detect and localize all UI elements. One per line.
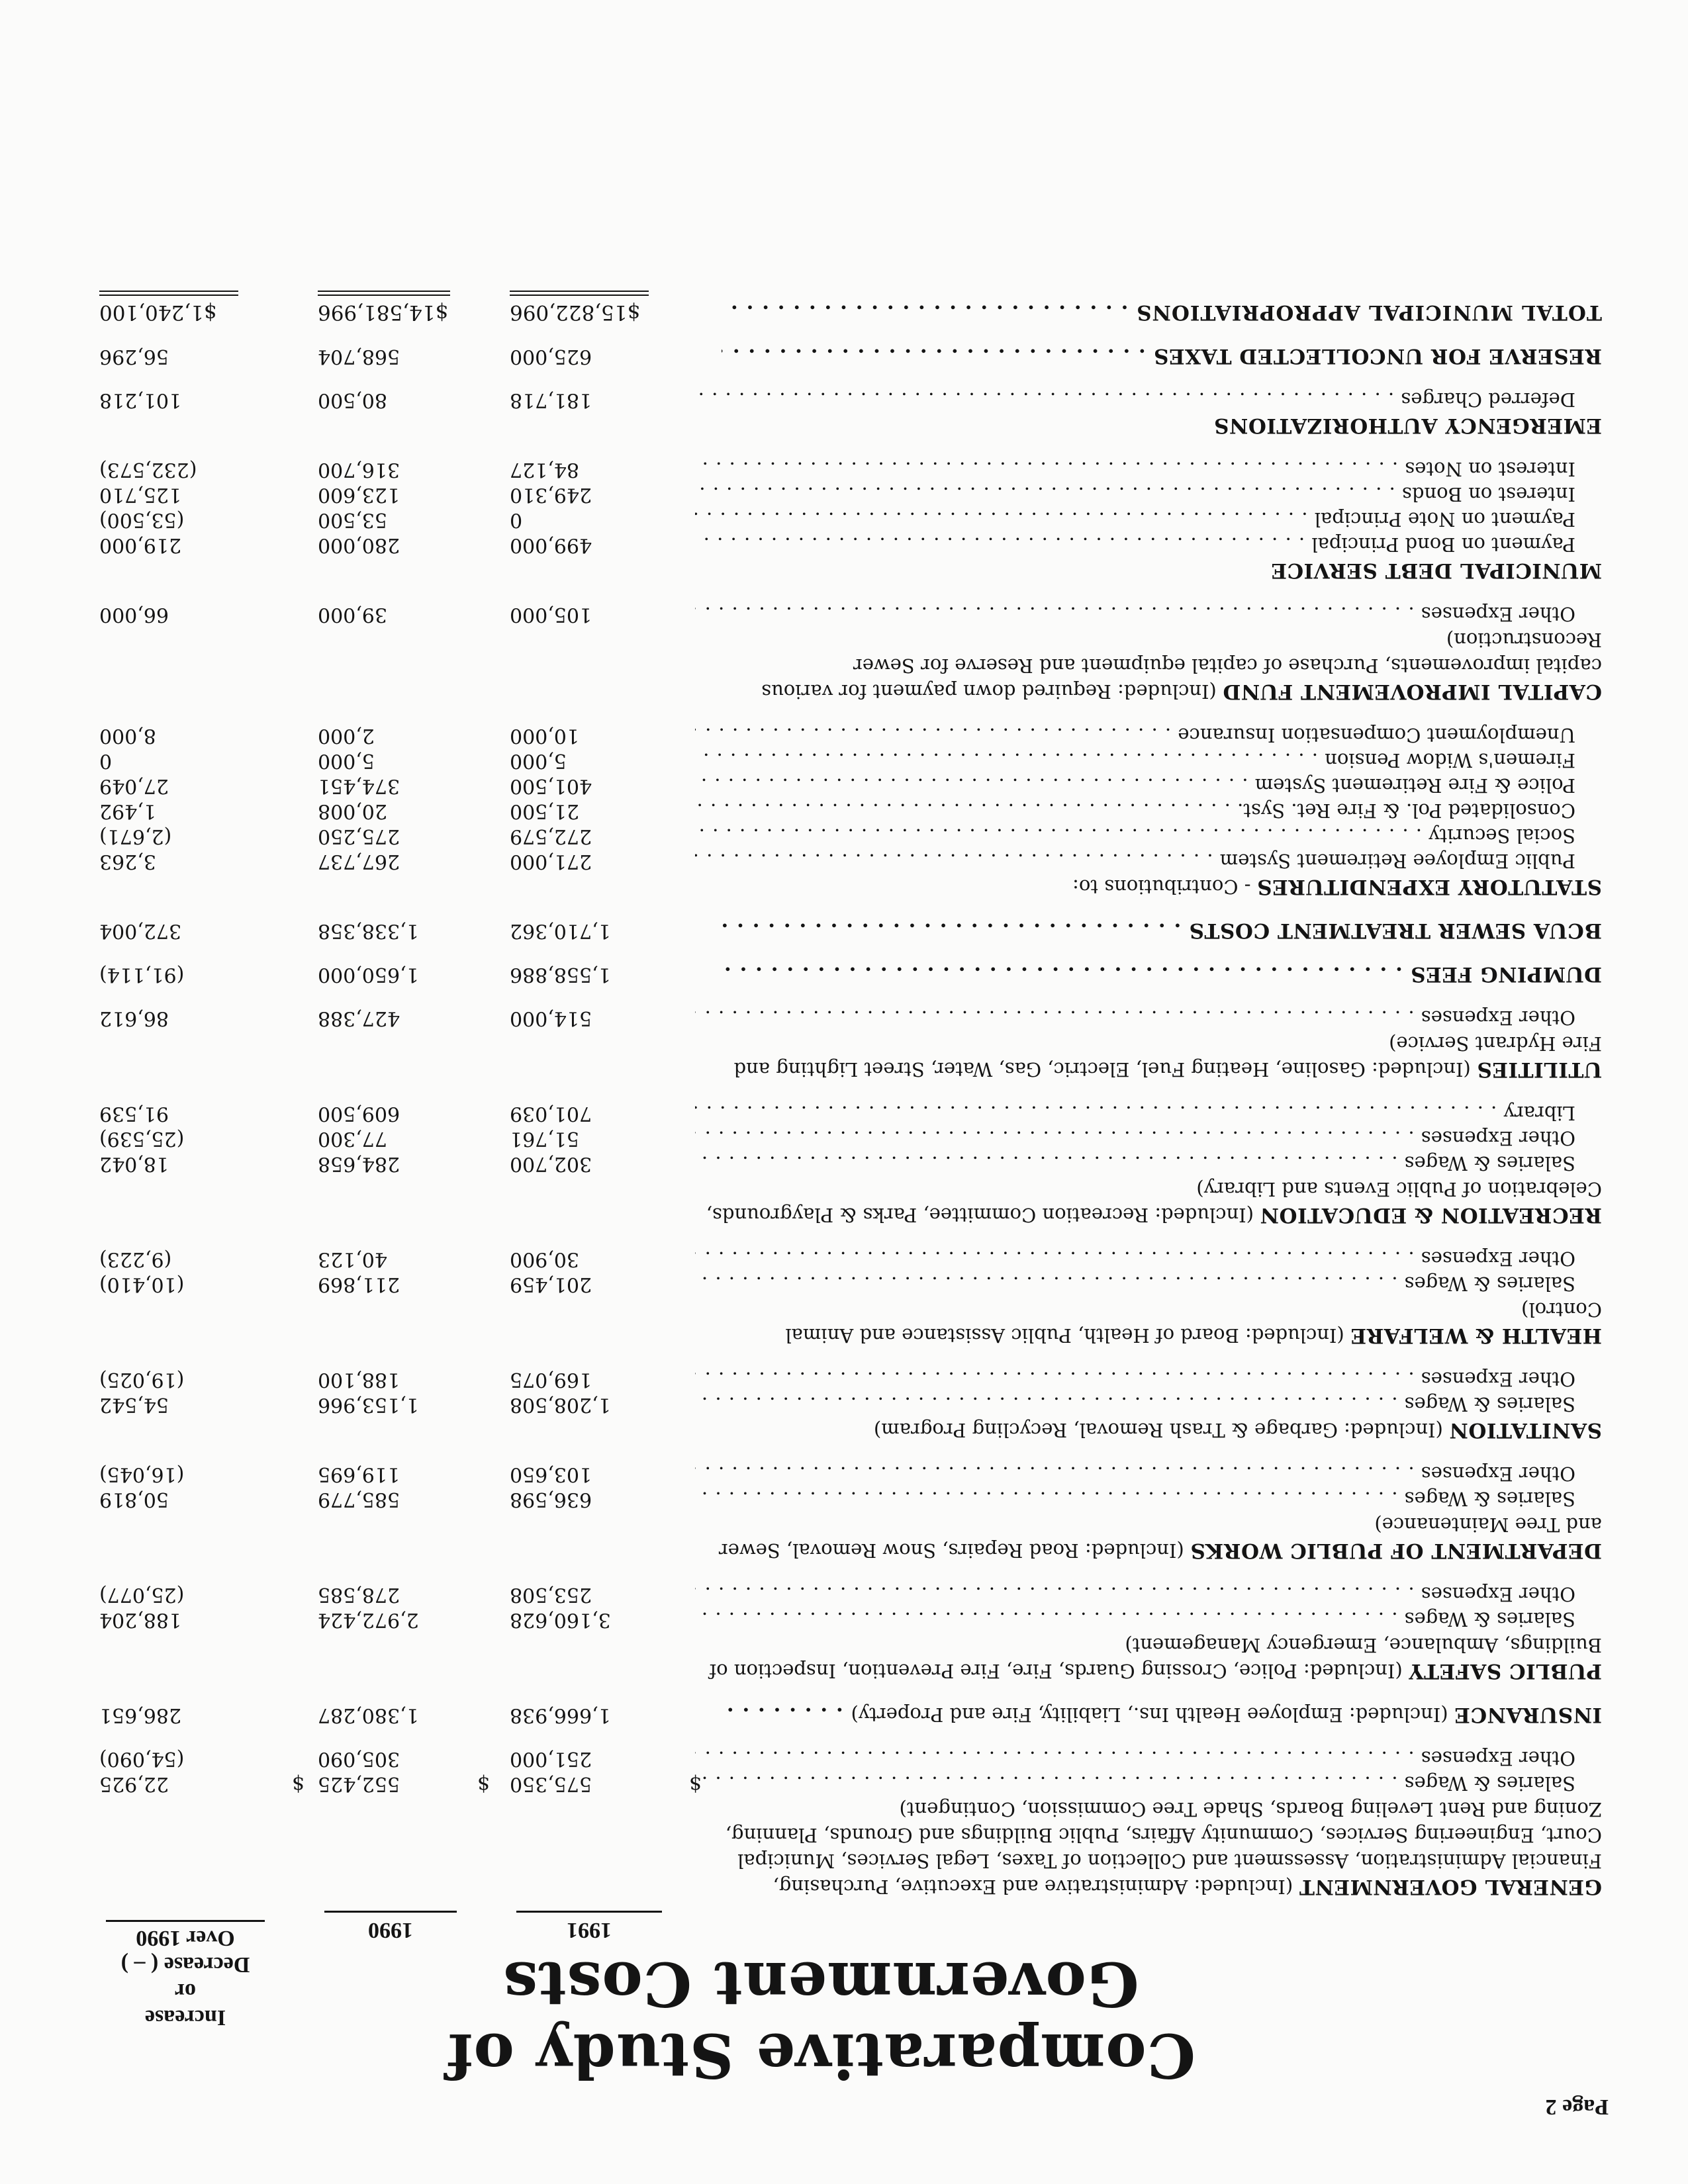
section-heading [702,627,1602,704]
value-1991: 84,127 [510,458,579,481]
section-title: INSURANCE [1454,1703,1602,1727]
value-change: (9,223) [99,1248,172,1271]
table-row [79,1746,1602,1771]
value-1990: 39,000 [318,603,387,626]
line-item-label: Salaries & Wages . . . [695,1151,1575,1176]
value-change: 50,819 [99,1488,169,1511]
line-item-label: Police & Fire Retirement System . . . [695,773,1575,798]
table-row [79,1392,1602,1417]
line-item-label: Salaries & Wages . . . [695,1607,1575,1632]
total-1991: $15,822,096 [510,300,641,324]
section-general-government [79,1746,1602,1899]
value-1990: 188,100 [318,1368,400,1391]
currency-symbol: $ [291,1772,305,1796]
table-row [79,773,1602,798]
value-change: (2,671) [99,825,172,848]
table-row [79,723,1602,748]
value-1991: 636,598 [510,1488,592,1511]
value-1990: 1,380,287 [318,1704,419,1727]
value-change: 286,651 [99,1704,182,1727]
value-1990: 40,123 [318,1248,387,1271]
value-1990: 374,451 [318,774,400,797]
section-description: (Included: Police, Crossing Guards, Fire, Fire Prevention, Inspection of Buildings, Ambulance, Emergency Management) [709,1634,1602,1682]
section-department-of-public-works [79,1461,1602,1563]
section-heading [702,1417,1602,1443]
value-change: (91,114) [99,963,185,986]
value-1991: 30,900 [510,1248,579,1271]
table-row [79,1486,1602,1512]
value-1991: 575,350 [510,1772,592,1796]
value-1991: 1,558,886 [510,963,611,986]
value-1990: 1,153,966 [318,1393,419,1416]
section-dumping-fees [79,962,1602,987]
section-heading [702,1796,1602,1899]
change-header-line-2: or [174,1979,197,2003]
section-title: GENERAL GOVERNMENT [1299,1875,1602,1899]
value-change: 22,925 [99,1772,169,1796]
change-header-line-4: Over 1990 [136,1926,235,1950]
line-item-label: Deferred Charges . . . [695,387,1575,412]
table-row [79,482,1602,507]
value-1991: 514,000 [510,1007,592,1030]
line-item-label: Payment on Note Principal . . . [695,507,1575,532]
value-1990: 278,585 [318,1583,400,1606]
value-change: 372,004 [99,919,182,942]
line-item-label: Firemen's Widow Pension . . . [695,748,1575,773]
section-heading [702,874,1602,899]
value-1990: 316,700 [318,458,400,481]
value-1991: 249,310 [510,483,592,506]
line-item-label: Interest on Bonds . . . [695,482,1575,507]
table-row [79,848,1602,874]
table-row [79,387,1602,412]
section-statutory-expenditures [79,723,1602,899]
section-heading [702,557,1602,583]
value-change: 1,492 [99,799,156,823]
value-1991: 499,000 [510,533,592,557]
section-description: (Included: Gasoline, Heating Fuel, Electric, Gas, Water, Street Lighting and Fire Hydrant Service) [733,1032,1602,1081]
table-row [79,1005,1602,1030]
line-item-label: Other Expenses . . . [695,1005,1575,1030]
line-item-label: Other Expenses . . . [695,1461,1575,1486]
section-public-safety [79,1582,1602,1684]
value-1990: 119,695 [318,1463,400,1486]
header-rule [516,1911,662,1913]
value-1991: 201,459 [510,1273,592,1296]
value-1990: 80,500 [318,388,387,412]
section-municipal-debt-service [79,457,1602,583]
section-heading [702,412,1602,438]
section-title: RECREATION & EDUCATION [1260,1203,1602,1227]
section-description: (Included: Garbage & Trash Removal, Recycling Program) [873,1419,1450,1441]
value-1990: 1,650,000 [318,963,419,986]
value-1991: 1,710,362 [510,919,611,942]
table-row [79,343,1602,369]
value-change: 188,204 [99,1608,182,1631]
section-description: (Included: Administrative and Executive, Purchasing, Financial Administration, Assessment and Collection of Taxes, Legal Services, Municipal Court, Engineering Services, Community Affairs, Public Buildings and Grounds, Planning, Zoning and Rent Leveling Boards, Shade Tree Commission, Contingent) [725,1798,1602,1898]
section-description: (Included: Road Repairs, Snow Removal, Sewer and Tree Maintenance) [718,1514,1602,1562]
section-title: MUNICIPAL DEBT SERVICE [1270,559,1602,582]
value-change: (53,500) [99,508,185,531]
section-title: BCUA SEWER TREATMENT COSTS [1189,919,1602,942]
table-row [79,1771,1602,1796]
value-1990: 609,500 [318,1102,400,1125]
value-1990: 275,250 [318,825,400,848]
value-1990: 77,300 [318,1127,387,1150]
section-description: (Included: Required down payment for various capital improvements, Purchase of capital equipment and Reserve for Sewer Reconstruction) [761,629,1602,703]
value-1991: 302,700 [510,1152,592,1175]
table-row [79,823,1602,848]
section-title: RESERVE FOR UNCOLLECTED TAXES [1153,344,1602,368]
section-title: PUBLIC SAFETY [1408,1659,1602,1683]
value-1990: 305,090 [318,1747,400,1770]
value-change: 86,612 [99,1007,169,1030]
total-change: $1,240,100 [99,300,217,324]
value-1991: 1,666,938 [510,1704,611,1727]
currency-symbol: $ [688,1772,702,1796]
table-row [79,962,1602,987]
value-change: 56,296 [99,345,169,368]
value-1990: 5,000 [318,749,375,772]
table-row [79,1582,1602,1607]
value-1991: 251,000 [510,1747,592,1770]
header-rule [324,1911,457,1913]
value-1991: 51,761 [510,1127,579,1150]
table-row [79,1607,1602,1632]
value-change: 66,000 [99,603,169,626]
year-1990-header [305,1911,477,1943]
table-row [79,457,1602,482]
value-1991: 625,000 [510,345,592,368]
year-1991-header [496,1911,682,1943]
section-heading [702,1030,1602,1082]
line-item-label: Other Expenses . . . [695,1367,1575,1392]
line-item-label: Other Expenses . . . [695,1582,1575,1607]
table-row [79,1461,1602,1486]
section-title-row [722,918,1602,943]
value-change: 101,218 [99,388,182,412]
page-number: Page 2 [1545,2095,1609,2119]
cost-table [79,292,1602,1899]
currency-symbol: $ [477,1772,490,1796]
line-item-label: Salaries & Wages . . . [695,1392,1575,1417]
section-heading [702,1176,1602,1228]
line-item-label: Salaries & Wages . . . [695,1271,1575,1297]
value-1991: 10,000 [510,724,579,747]
value-1991: 3,160,628 [510,1608,611,1631]
value-change: 8,000 [99,724,156,747]
section-bcua-sewer-treatment-costs [79,918,1602,943]
value-change: 27,049 [99,774,169,797]
value-1991: 271,000 [510,850,592,873]
change-header-line-1: Increase [144,2005,226,2030]
header-rule [106,1920,265,1922]
value-change: (16,045) [99,1463,185,1486]
line-item-label: Other Expenses . . . [695,602,1575,627]
table-row [79,1702,1602,1727]
section-title: DUMPING FEES [1410,962,1602,986]
change-header-line-3: Decrease ( – ) [120,1952,250,1977]
section-description: (Included: Recreation Committee, Parks & Playgrounds, Celebration of Public Events and Library) [706,1178,1602,1226]
section-reserve-for-uncollected-taxes [79,343,1602,369]
value-1991: 103,650 [510,1463,592,1486]
value-1991: 272,579 [510,825,592,848]
line-item-label: Other Expenses . . . [695,1246,1575,1271]
line-item-label: Social Security . . . [695,823,1575,848]
table-row [79,1246,1602,1271]
section-utilities [79,1005,1602,1082]
value-change: 54,542 [99,1393,169,1416]
section-heading [702,1632,1602,1684]
table-row [79,1151,1602,1176]
table-row [79,1101,1602,1126]
value-1990: 211,869 [318,1273,400,1296]
double-underline [99,291,238,296]
value-1991: 181,718 [510,388,592,412]
table-row [79,1271,1602,1297]
total-1990: $14,581,996 [318,300,449,324]
value-1990: 2,972,424 [318,1608,419,1631]
section-title: CAPITAL IMPROVEMENT FUND [1223,680,1602,704]
value-change: 3,263 [99,850,156,873]
change-column-header [86,1920,285,2030]
value-1990: 20,008 [318,799,387,823]
value-change: 125,710 [99,483,182,506]
value-1991: 5,000 [510,749,567,772]
section-description: (Included: Employee Health Ins., Liability, Fire and Property) [851,1704,1454,1726]
year-1991-label: 1991 [567,1918,612,1942]
section-title: HEALTH & WELFARE [1350,1324,1602,1347]
value-change: 219,000 [99,533,182,557]
section-title-row [722,1702,1602,1727]
value-1990: 585,779 [318,1488,400,1511]
section-health-welfare [79,1246,1602,1348]
value-1991: 169,075 [510,1368,592,1391]
table-row [79,602,1602,627]
total-row [79,292,1602,325]
line-item-label: Consolidated Pol. & Fire Ret. Syst. . . . [695,798,1575,823]
section-insurance [79,1702,1602,1727]
line-item-label: Salaries & Wages . . . [695,1486,1575,1512]
section-title-row [722,343,1602,369]
value-1990: 2,000 [318,724,375,747]
value-1991: 0 [510,508,523,531]
table-row [79,1126,1602,1151]
year-1990-label: 1990 [368,1918,413,1942]
value-1990: 123,600 [318,483,400,506]
value-1990: 267,737 [318,850,400,873]
table-row [79,532,1602,557]
section-title-row [722,962,1602,987]
line-item-label: Other Expenses . . . [695,1126,1575,1151]
double-underline [510,291,649,296]
section-recreation-education [79,1101,1602,1228]
page-title: Comparative Study of Government Costs [446,1948,1196,2091]
section-title: DEPARTMENT OF PUBLIC WORKS [1190,1539,1602,1563]
line-item-label: Salaries & Wages . . . [695,1771,1575,1796]
section-title: UTILITIES [1477,1058,1602,1081]
value-1991: 701,039 [510,1102,592,1125]
section-heading [702,1512,1602,1563]
value-1991: 105,000 [510,603,592,626]
value-change: 18,042 [99,1152,169,1175]
line-item-label: Other Expenses . . . [695,1746,1575,1771]
value-change: (10,410) [99,1273,185,1296]
value-change: 0 [99,749,113,772]
value-1991: 401,500 [510,774,592,797]
line-item-label: Payment on Bond Principal . . . [695,532,1575,557]
value-1991: 21,500 [510,799,579,823]
value-1990: 568,704 [318,345,400,368]
section-description: (Included: Board of Health, Public Assistance and Animal Control) [785,1298,1602,1347]
value-change: 91,539 [99,1102,169,1125]
table-row [79,1367,1602,1392]
table-row [79,748,1602,773]
value-1990: 284,658 [318,1152,400,1175]
value-change: (25,077) [99,1583,185,1606]
line-item-label: Public Employee Retirement System . . . [695,848,1575,874]
value-change: (54,090) [99,1747,185,1770]
value-1990: 552,425 [318,1772,400,1796]
value-1990: 1,338,358 [318,919,419,942]
table-row [79,798,1602,823]
value-1990: 427,388 [318,1007,400,1030]
section-emergency-authorizations [79,387,1602,438]
table-row [79,918,1602,943]
section-sanitation [79,1367,1602,1443]
line-item-label: Interest on Notes . . . [695,457,1575,482]
double-underline [318,291,450,296]
section-title: EMERGENCY AUTHORIZATIONS [1213,414,1602,437]
value-change: (19,025) [99,1368,185,1391]
total-label: TOTAL MUNICIPAL APPROPRIATIONS . . . [722,300,1602,325]
table-row [79,507,1602,532]
section-heading [702,1297,1602,1348]
value-1990: 53,500 [318,508,387,531]
value-1991: 1,208,508 [510,1393,611,1416]
value-change: (25,539) [99,1127,185,1150]
value-1990: 280,000 [318,533,400,557]
value-change: (232,573) [99,458,197,481]
line-item-label: Unemployment Compensation Insurance . . . [695,723,1575,748]
section-title: SANITATION [1449,1418,1602,1442]
section-description: - Contributions to: [1072,876,1257,898]
value-1991: 253,508 [510,1583,592,1606]
line-item-label: Library . . . [695,1101,1575,1126]
section-title: STATUTORY EXPENDITURES [1256,875,1602,899]
section-capital-improvement-fund [79,602,1602,704]
